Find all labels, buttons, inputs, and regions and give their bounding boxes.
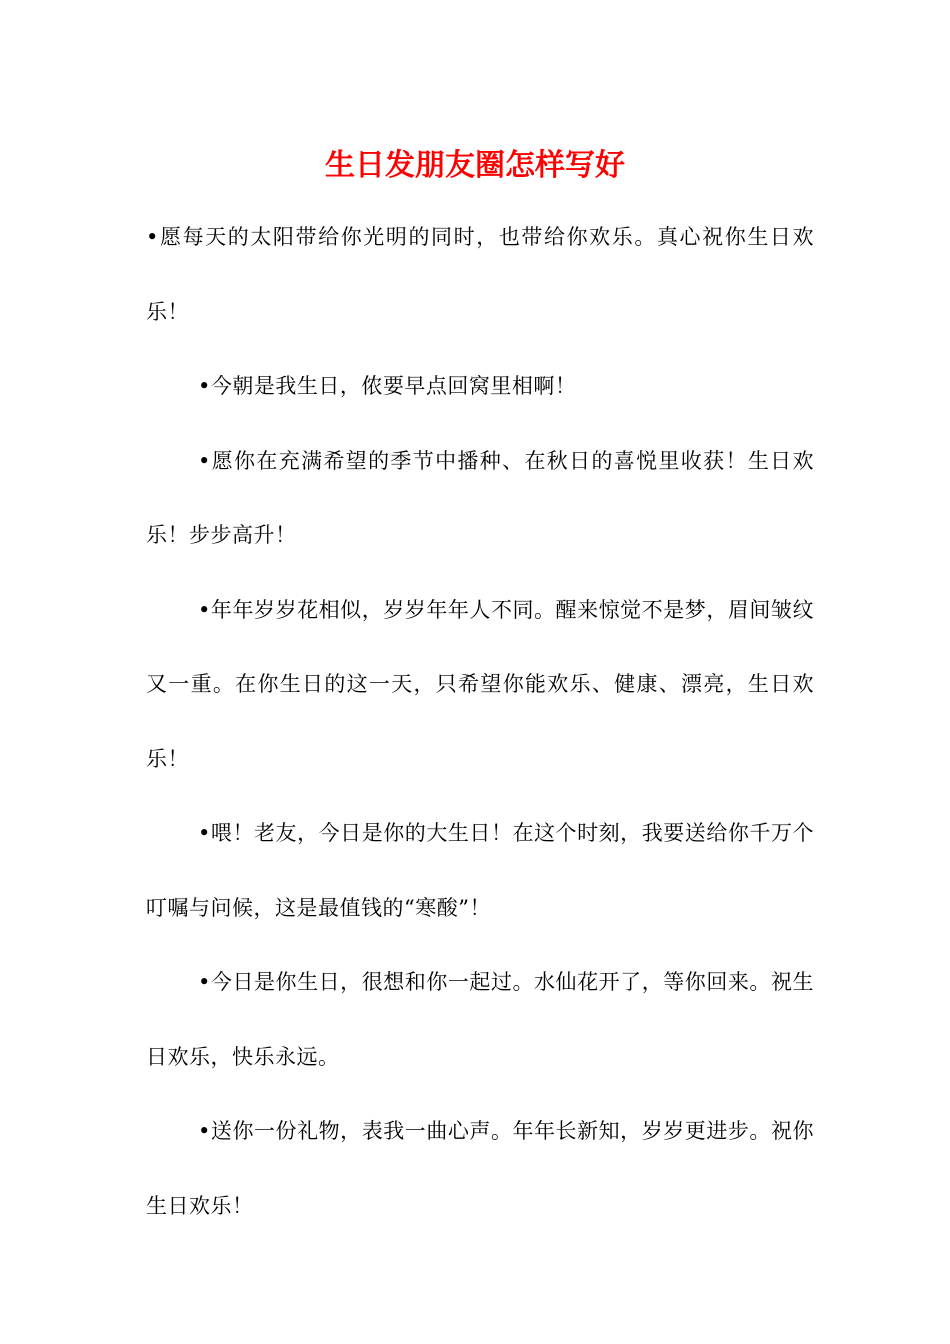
paragraph-1: •愿每天的太阳带给你光明的同时，也带给你欢乐。真心祝你生日欢乐！ xyxy=(146,225,814,324)
paragraph-7: •送你一份礼物，表我一曲心声。年年长新知，岁岁更进步。祝你生日欢乐！ xyxy=(146,1119,814,1218)
paragraph-4: •年年岁岁花相似，岁岁年年人不同。醒来惊觉不是梦，眉间皱纹又一重。在你生日的这一天，只希望你能欢乐、健康、漂亮，生日欢乐！ xyxy=(146,597,814,771)
paragraph-5: •喂！老友，今日是你的大生日！在这个时刻，我要送给你千万个叮嘱与问候，这是最值钱的“寒酸”！ xyxy=(146,821,814,920)
document-body xyxy=(146,200,814,1243)
paragraph-2: •今朝是我生日，侬要早点回窝里相啊！ xyxy=(198,374,577,398)
paragraph-3: •愿你在充满希望的季节中播种、在秋日的喜悦里收获！生日欢乐！步步高升！ xyxy=(146,448,814,547)
paragraph-6: •今日是你生日，很想和你一起过。水仙花开了，等你回来。祝生日欢乐，快乐永远。 xyxy=(146,970,814,1069)
document-title: 生日发朋友圈怎样写好 xyxy=(325,148,625,183)
